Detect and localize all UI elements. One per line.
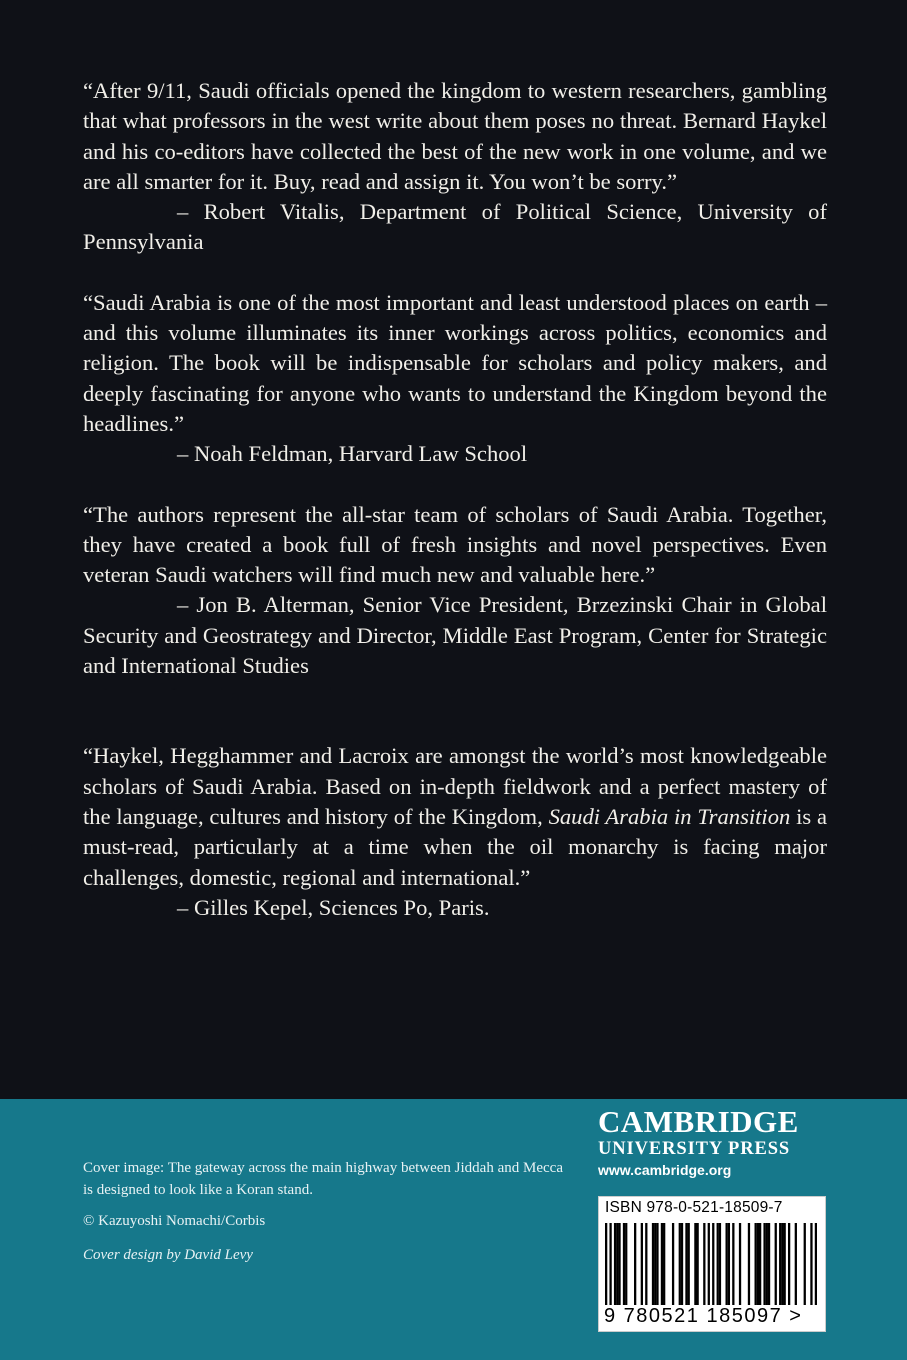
- quote-feldman: [83, 288, 827, 470]
- barcode-bar: [661, 1223, 663, 1305]
- cover-design-credit: Cover design by David Levy: [83, 1247, 253, 1263]
- barcode-bar: [681, 1223, 683, 1305]
- book-title: Saudi Arabia in Transition: [548, 803, 791, 829]
- barcode-bar: [694, 1223, 696, 1305]
- barcode-bar: [654, 1223, 656, 1305]
- quote-text: “The authors represent the all-star team of scholars of Saudi Arabia. Together, they have created a book full of fresh insights and novel perspectives. Even veteran Saudi watchers will find much new and valuable here.”: [83, 501, 827, 588]
- quote-text: [83, 741, 827, 892]
- barcode-bar: [696, 1223, 698, 1305]
- quote-attribution: – Noah Feldman, Harvard Law School: [177, 441, 528, 467]
- barcode-bar: [755, 1223, 757, 1305]
- barcode-bar: [703, 1223, 705, 1305]
- barcode-bar: [625, 1223, 627, 1305]
- quote-alterman: [83, 500, 827, 682]
- quote-attribution: – Gilles Kepel, Sciences Po, Paris.: [177, 894, 490, 920]
- barcode-bar: [763, 1223, 765, 1305]
- publisher-url: www.cambridge.org: [598, 1162, 732, 1178]
- barcode-bar: [719, 1223, 721, 1305]
- barcode-bar: [609, 1223, 611, 1305]
- barcode-bar: [781, 1223, 783, 1305]
- barcode-bar: [652, 1223, 654, 1305]
- quote-text-after: is a must-read, particularly at a time when the oil monarchy is facing major challenges, domestic, regional and international.”: [83, 803, 827, 890]
- publisher-logo: [598, 1105, 828, 1178]
- barcode-bar: [605, 1223, 607, 1305]
- barcode-bar: [708, 1223, 710, 1305]
- barcode-bar: [712, 1223, 714, 1305]
- quote-attribution: – Jon B. Alterman, Senior Vice President, Brzezinski Chair in Global Security and Geostrategy and Director, Middle East Program, Center for Strategic and International Studies: [83, 592, 827, 679]
- publisher-name: CAMBRIDGE: [598, 1104, 799, 1139]
- barcode-bar: [641, 1223, 643, 1305]
- barcode-bar: [775, 1223, 777, 1305]
- barcode-bar: [739, 1223, 741, 1305]
- cover-image-credit: Cover image: The gateway across the main highway between Jiddah and Mecca is designed to look like a Koran stand.: [83, 1160, 563, 1198]
- barcode-bar: [634, 1223, 636, 1305]
- quote-text: “After 9/11, Saudi officials opened the kingdom to western researchers, gambling that what professors in the west write about them poses no threat. Bernard Haykel and his co-editors have collected the best of the new work in one volume, and we are all smarter for it. Buy, read and assign it. You won’t be sorry.”: [83, 78, 827, 194]
- publisher-subtitle: UNIVERSITY PRESS: [598, 1139, 791, 1159]
- barcode-bar: [748, 1223, 750, 1305]
- barcode-icon: [605, 1223, 817, 1305]
- quote-vitalis: [83, 76, 827, 258]
- barcode-bar: [679, 1223, 681, 1305]
- barcode-bar: [717, 1223, 719, 1305]
- barcode-bar: [779, 1223, 781, 1305]
- barcode-bar: [810, 1223, 812, 1305]
- barcode-bar: [663, 1223, 665, 1305]
- barcode-bar: [759, 1223, 761, 1305]
- barcode-bar: [645, 1223, 647, 1305]
- barcode-box: [598, 1196, 826, 1332]
- quote-attribution: – Robert Vitalis, Department of Political Science, University of Pennsylvania: [83, 199, 827, 255]
- isbn-label: ISBN 978-0-521-18509-7: [605, 1199, 783, 1216]
- cover-credits: [83, 1157, 563, 1266]
- barcode-bar: [614, 1223, 616, 1305]
- barcode-bar: [656, 1223, 658, 1305]
- barcode-bar: [672, 1223, 674, 1305]
- barcode-bar: [757, 1223, 759, 1305]
- barcode-bar: [766, 1223, 768, 1305]
- barcode-bar: [732, 1223, 734, 1305]
- barcode-bar: [768, 1223, 770, 1305]
- barcode-bar: [616, 1223, 618, 1305]
- photo-copyright: © Kazuyoshi Nomachi/Corbis: [83, 1213, 266, 1229]
- barcode-bar: [795, 1223, 797, 1305]
- quote-text-before: “Haykel, Hegghammer and Lacroix are amongst the world’s most knowledgeable scholars of Saudi Arabia. Based on in-depth fieldwork and a perfect mastery of the language, cultures and history of the Kingdom,: [83, 743, 827, 829]
- barcode-bar: [623, 1223, 625, 1305]
- ean-number: 9 780521 185097 >: [604, 1305, 803, 1327]
- barcode-bar: [728, 1223, 730, 1305]
- barcode-bar: [688, 1223, 690, 1305]
- endorsements: [83, 76, 827, 923]
- barcode-bar: [804, 1223, 806, 1305]
- barcode-bar: [815, 1223, 817, 1305]
- quote-kepel: [83, 741, 827, 923]
- barcode-bar: [784, 1223, 786, 1305]
- barcode-bar: [726, 1223, 728, 1305]
- barcode-bar: [788, 1223, 790, 1305]
- quote-text: “Saudi Arabia is one of the most important and least understood places on earth – and this volume illuminates its inner workings across politics, economics and religion. The book will be indispensable for scholars and policy makers, and deeply fascinating for anyone who wants to understand the Kingdom beyond the headlines.”: [83, 289, 827, 436]
- barcode-bar: [685, 1223, 687, 1305]
- barcode-bar: [618, 1223, 620, 1305]
